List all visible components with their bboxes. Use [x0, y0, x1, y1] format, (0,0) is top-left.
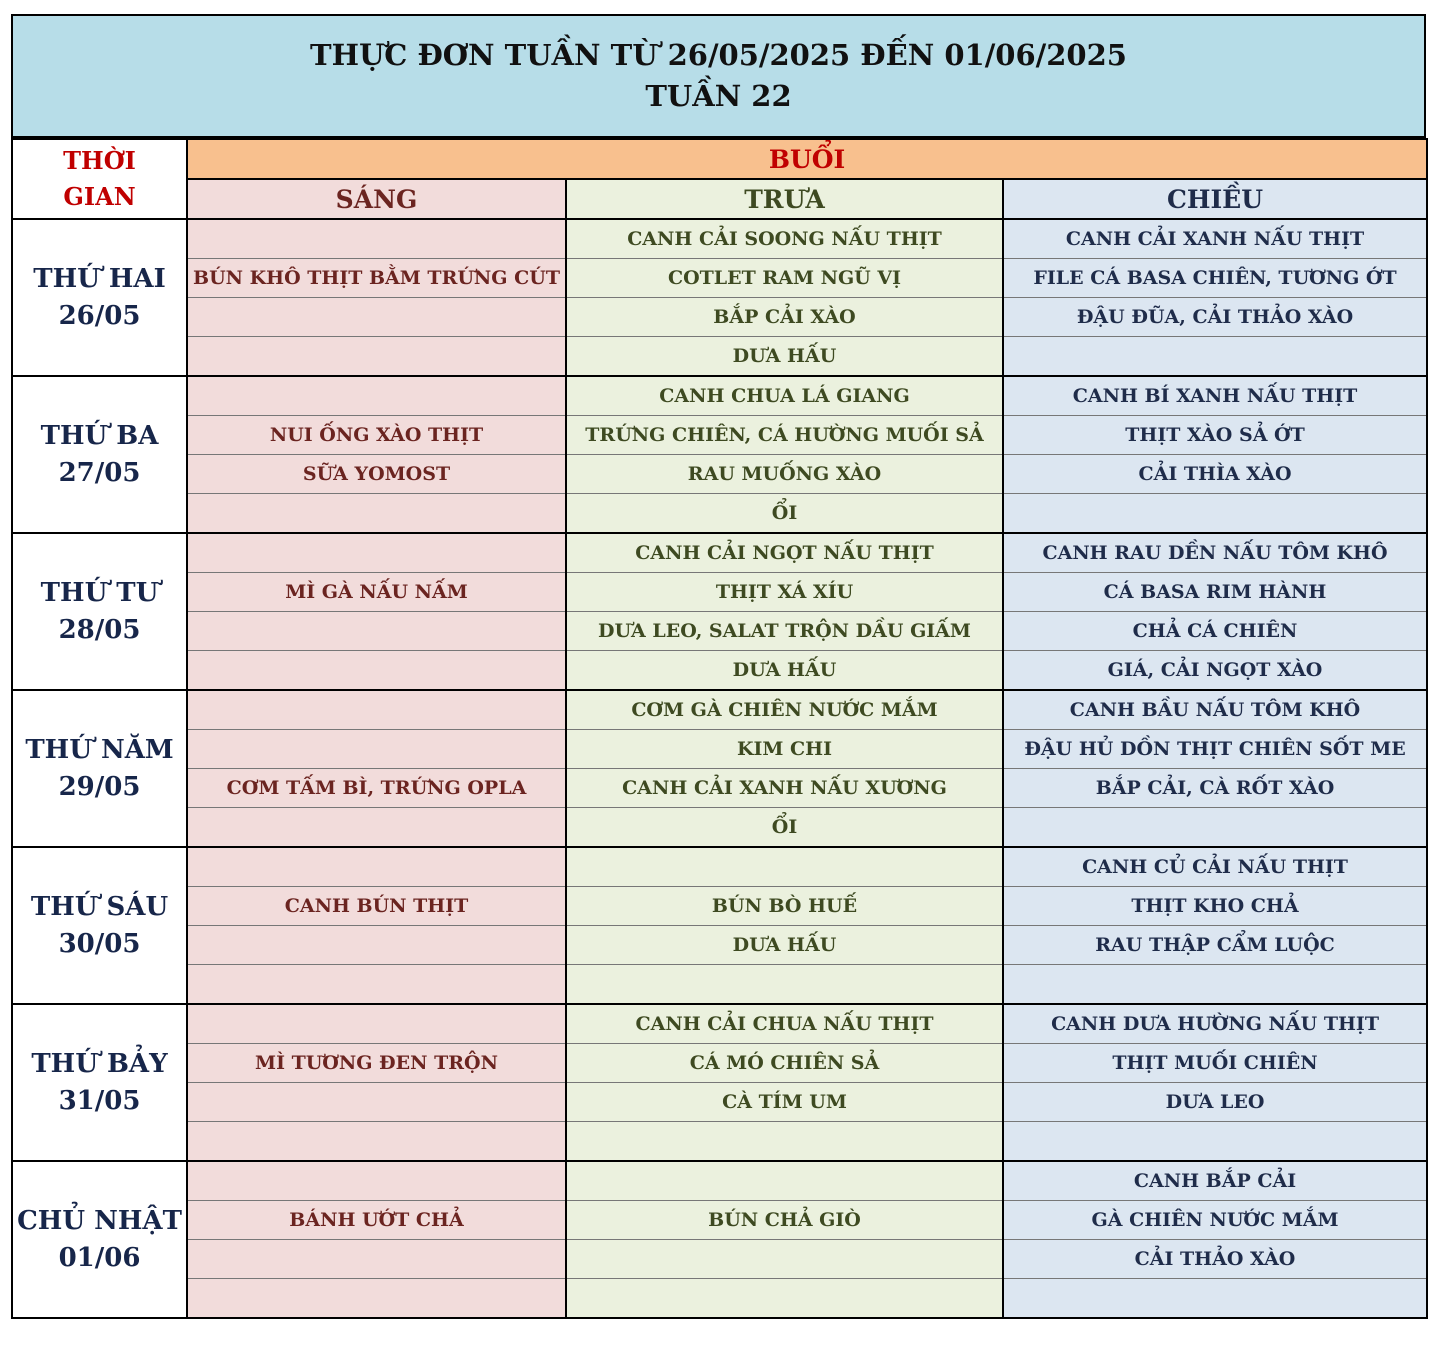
lunch-dish: CANH CẢI SOONG NẤU THỊT [566, 219, 1003, 259]
afternoon-dish: CANH BẦU NẤU TÔM KHÔ [1003, 690, 1427, 730]
table-row [12, 494, 1427, 534]
lunch-dish: DƯA HẤU [566, 337, 1003, 377]
table-row [12, 1083, 1427, 1122]
morning-dish [187, 219, 566, 259]
lunch-dish [566, 847, 1003, 887]
table-row [12, 219, 1427, 259]
day-cell [12, 690, 187, 847]
lunch-dish: KIM CHI [566, 730, 1003, 769]
afternoon-dish [1003, 337, 1427, 377]
time-header-line1: THỜI [63, 146, 136, 175]
day-name: THỨ BA [40, 420, 159, 451]
lunch-header: TRƯA [566, 179, 1003, 219]
table-row [12, 1161, 1427, 1201]
afternoon-header: CHIỀU [1003, 179, 1427, 219]
afternoon-dish: GÀ CHIÊN NƯỚC MẮM [1003, 1201, 1427, 1240]
day-date: 31/05 [58, 1085, 141, 1116]
lunch-dish: BÚN BÒ HUẾ [566, 887, 1003, 926]
lunch-dish: ỔI [566, 494, 1003, 534]
day-cell [12, 1004, 187, 1161]
table-row [12, 690, 1427, 730]
morning-dish: MÌ TƯƠNG ĐEN TRỘN [187, 1044, 566, 1083]
table-row [12, 533, 1427, 573]
table-row [12, 965, 1427, 1005]
lunch-dish: BÚN CHẢ GIÒ [566, 1201, 1003, 1240]
morning-dish [187, 298, 566, 337]
day-name: THỨ BẢY [31, 1048, 168, 1079]
afternoon-dish: GIÁ, CẢI NGỌT XÀO [1003, 651, 1427, 691]
menu-sheet [11, 14, 1426, 1319]
day-name: THỨ HAI [33, 263, 166, 294]
day-cell [12, 376, 187, 533]
afternoon-dish: RAU THẬP CẨM LUỘC [1003, 926, 1427, 965]
morning-dish: MÌ GÀ NẤU NẤM [187, 573, 566, 612]
afternoon-dish: CÁ BASA RIM HÀNH [1003, 573, 1427, 612]
lunch-dish: DƯA LEO, SALAT TRỘN DẦU GIẤM [566, 612, 1003, 651]
table-row [12, 416, 1427, 455]
table-row [12, 573, 1427, 612]
table-row [12, 1279, 1427, 1319]
morning-dish [187, 1004, 566, 1044]
table-row [12, 847, 1427, 887]
afternoon-dish: THỊT MUỐI CHIÊN [1003, 1044, 1427, 1083]
table-row [12, 455, 1427, 494]
morning-dish [187, 337, 566, 377]
morning-dish [187, 965, 566, 1005]
day-cell [12, 533, 187, 690]
day-cell [12, 847, 187, 1004]
afternoon-dish: CANH CỦ CẢI NẤU THỊT [1003, 847, 1427, 887]
table-row [12, 1044, 1427, 1083]
lunch-dish: CANH CHUA LÁ GIANG [566, 376, 1003, 416]
afternoon-dish: CANH BÍ XANH NẤU THỊT [1003, 376, 1427, 416]
lunch-dish: ỔI [566, 808, 1003, 848]
table-row [12, 1122, 1427, 1162]
day-date: 28/05 [58, 614, 141, 645]
table-row [12, 651, 1427, 691]
afternoon-dish: THỊT XÀO SẢ ỚT [1003, 416, 1427, 455]
table-row [12, 259, 1427, 298]
afternoon-dish: ĐẬU ĐŨA, CẢI THẢO XÀO [1003, 298, 1427, 337]
table-row [12, 1004, 1427, 1044]
day-cell [12, 1161, 187, 1318]
afternoon-dish [1003, 808, 1427, 848]
lunch-dish [566, 1240, 1003, 1279]
morning-dish [187, 730, 566, 769]
morning-dish [187, 808, 566, 848]
day-date: 29/05 [58, 771, 141, 802]
time-column-header [12, 139, 187, 219]
morning-dish [187, 926, 566, 965]
morning-dish: CANH BÚN THỊT [187, 887, 566, 926]
morning-dish: SỮA YOMOST [187, 455, 566, 494]
table-row [12, 376, 1427, 416]
afternoon-dish: CANH RAU DỀN NẤU TÔM KHÔ [1003, 533, 1427, 573]
afternoon-dish: CANH DƯA HƯỜNG NẤU THỊT [1003, 1004, 1427, 1044]
afternoon-dish: CANH BẮP CẢI [1003, 1161, 1427, 1201]
lunch-dish: TRỨNG CHIÊN, CÁ HƯỜNG MUỐI SẢ [566, 416, 1003, 455]
table-row [12, 808, 1427, 848]
table-row [12, 730, 1427, 769]
morning-dish [187, 376, 566, 416]
morning-dish [187, 1240, 566, 1279]
day-date: 26/05 [58, 300, 141, 331]
lunch-dish: DƯA HẤU [566, 926, 1003, 965]
lunch-dish [566, 1161, 1003, 1201]
day-name: THỨ SÁU [30, 891, 169, 922]
morning-dish: BÁNH ƯỚT CHẢ [187, 1201, 566, 1240]
lunch-dish [566, 1279, 1003, 1319]
table-row [12, 1240, 1427, 1279]
afternoon-dish: CẢI THẢO XÀO [1003, 1240, 1427, 1279]
title-banner [11, 14, 1426, 138]
afternoon-dish [1003, 965, 1427, 1005]
lunch-dish: CƠM GÀ CHIÊN NƯỚC MẮM [566, 690, 1003, 730]
afternoon-dish: CHẢ CÁ CHIÊN [1003, 612, 1427, 651]
morning-dish [187, 494, 566, 534]
morning-header: SÁNG [187, 179, 566, 219]
morning-dish [187, 1083, 566, 1122]
table-row [12, 298, 1427, 337]
lunch-dish: CANH CẢI NGỌT NẤU THỊT [566, 533, 1003, 573]
lunch-dish: BẮP CẢI XÀO [566, 298, 1003, 337]
lunch-dish: CÁ MÓ CHIÊN SẢ [566, 1044, 1003, 1083]
lunch-dish: DƯA HẤU [566, 651, 1003, 691]
lunch-dish: RAU MUỐNG XÀO [566, 455, 1003, 494]
lunch-dish: COTLET RAM NGŨ VỊ [566, 259, 1003, 298]
morning-dish [187, 847, 566, 887]
table-row [12, 337, 1427, 377]
table-row [12, 1201, 1427, 1240]
morning-dish [187, 1161, 566, 1201]
time-header-line2: GIAN [63, 182, 136, 211]
morning-dish [187, 1279, 566, 1319]
table-row [12, 769, 1427, 808]
morning-dish: NUI ỐNG XÀO THỊT [187, 416, 566, 455]
afternoon-dish: THỊT KHO CHẢ [1003, 887, 1427, 926]
day-name: CHỦ NHẬT [17, 1205, 182, 1236]
menu-title: THỰC ĐƠN TUẦN TỪ 26/05/2025 ĐẾN 01/06/2025 [310, 38, 1127, 72]
afternoon-dish: CẢI THÌA XÀO [1003, 455, 1427, 494]
menu-body [12, 219, 1427, 1318]
table-row [12, 612, 1427, 651]
morning-dish [187, 690, 566, 730]
table-row [12, 887, 1427, 926]
afternoon-dish: FILE CÁ BASA CHIÊN, TƯƠNG ỚT [1003, 259, 1427, 298]
lunch-dish [566, 1122, 1003, 1162]
morning-dish: CƠM TẤM BÌ, TRỨNG OPLA [187, 769, 566, 808]
week-label: TUẦN 22 [645, 79, 792, 113]
afternoon-dish [1003, 494, 1427, 534]
lunch-dish: CÀ TÍM UM [566, 1083, 1003, 1122]
afternoon-dish [1003, 1279, 1427, 1319]
day-date: 27/05 [58, 457, 141, 488]
day-name: THỨ NĂM [25, 734, 174, 765]
table-row [12, 926, 1427, 965]
day-name: THỨ TƯ [40, 577, 159, 608]
afternoon-dish: DƯA LEO [1003, 1083, 1427, 1122]
lunch-dish [566, 965, 1003, 1005]
morning-dish [187, 1122, 566, 1162]
lunch-dish: CANH CẢI CHUA NẤU THỊT [566, 1004, 1003, 1044]
afternoon-dish: ĐẬU HỦ DỒN THỊT CHIÊN SỐT ME [1003, 730, 1427, 769]
lunch-dish: THỊT XÁ XÍU [566, 573, 1003, 612]
morning-dish [187, 533, 566, 573]
meal-period-header: BUỔI [187, 139, 1427, 179]
day-cell [12, 219, 187, 376]
menu-table [11, 138, 1428, 1319]
afternoon-dish: CANH CẢI XANH NẤU THỊT [1003, 219, 1427, 259]
lunch-dish: CANH CẢI XANH NẤU XƯƠNG [566, 769, 1003, 808]
day-date: 01/06 [58, 1242, 141, 1273]
day-date: 30/05 [58, 928, 141, 959]
morning-dish [187, 651, 566, 691]
morning-dish: BÚN KHÔ THỊT BẰM TRỨNG CÚT [187, 259, 566, 298]
morning-dish [187, 612, 566, 651]
afternoon-dish: BẮP CẢI, CÀ RỐT XÀO [1003, 769, 1427, 808]
afternoon-dish [1003, 1122, 1427, 1162]
